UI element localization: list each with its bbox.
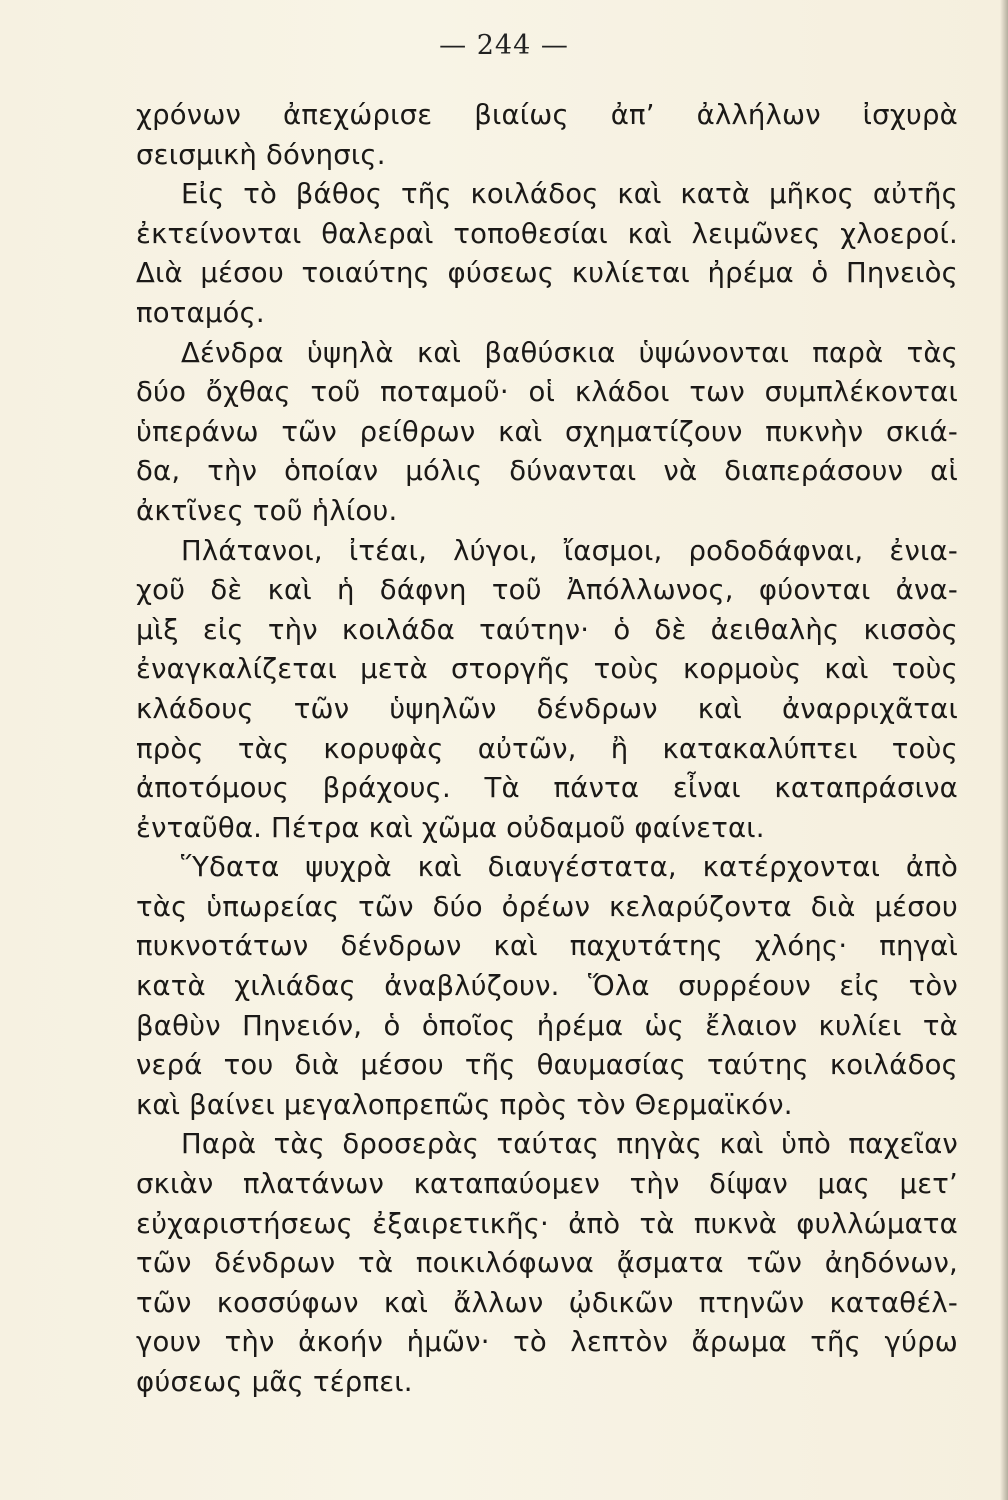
text-line: εὐχαριστήσεως ἐξαιρετικῆς· ἀπὸ τὰ πυκνὰ φυλλώματα [136,1207,958,1240]
text-line: τῶν δένδρων τὰ ποικιλόφωνα ᾄσματα τῶν ἀηδόνων, [136,1247,958,1280]
text-line: πυκνοτάτων δένδρων καὶ παχυτάτης χλόης· πηγαὶ [136,930,958,963]
text-line: δύο ὄχθας τοῦ ποταμοῦ· οἱ κλάδοι των συμπλέκονται [136,376,958,409]
text-line: γουν τὴν ἀκοήν ἡμῶν· τὸ λεπτὸν ἄρωμα τῆς γύρω [136,1326,958,1359]
page-number: — 244 — [439,30,569,61]
text-line: Πλάτανοι, ἰτέαι, λύγοι, ἴασμοι, ροδοδάφναι, ἐνια- [181,534,958,567]
text-line: ἀκτῖνες τοῦ ἡλίου. [136,494,398,527]
text-line: ἐκτείνονται θαλεραὶ τοποθεσίαι καὶ λειμῶνες χλοεροί. [136,217,958,250]
text-line: Παρὰ τὰς δροσερὰς ταύτας πηγὰς καὶ ὑπὸ παχεῖαν [181,1128,958,1161]
text-line: νερά του διὰ μέσου τῆς θαυμασίας ταύτης κοιλάδος [136,1049,958,1082]
body-text [136,96,958,1403]
text-line: βαθὺν Πηνειόν, ὁ ὁποῖος ἠρέμα ὡς ἔλαιον κυλίει τὰ [136,1009,958,1042]
text-line: κατὰ χιλιάδας ἀναβλύζουν. Ὅλα συρρέουν εἰς τὸν [136,970,958,1003]
text-line: μὶξ εἰς τὴν κοιλάδα ταύτην· ὁ δὲ ἀειθαλὴς κισσὸς [136,613,958,646]
text-line: πρὸς τὰς κορυφὰς αὐτῶν, ἢ κατακαλύπτει τοὺς [136,732,958,765]
text-line: ποταμός. [136,296,265,329]
text-line: σκιὰν πλατάνων καταπαύομεν τὴν δίψαν μας μετ’ [136,1168,958,1201]
text-line: τὰς ὑπωρείας τῶν δύο ὀρέων κελαρύζοντα διὰ μέσου [136,890,958,923]
text-line: δα, τὴν ὁποίαν μόλις δύνανται νὰ διαπεράσουν αἱ [136,455,958,488]
text-line: χρόνων ἀπεχώρισε βιαίως ἀπ’ ἀλλήλων ἰσχυρὰ [136,99,958,131]
text-line: σεισμικὴ δόνησις. [136,138,386,171]
text-line: Δένδρα ὑψηλὰ καὶ βαθύσκια ὑψώνονται παρὰ τὰς [181,336,958,369]
text-line: χοῦ δὲ καὶ ἡ δάφνη τοῦ Ἀπόλλωνος, φύονται ἀνα- [136,574,958,607]
text-line: κλάδους τῶν ὑψηλῶν δένδρων καὶ ἀναρριχᾶται [136,692,958,725]
text-line: ἐναγκαλίζεται μετὰ στοργῆς τοὺς κορμοὺς καὶ τοὺς [136,653,958,686]
text-line: Ὕδατα ψυχρὰ καὶ διαυγέστατα, κατέρχονται ἀπὸ [181,851,958,884]
text-line: Εἰς τὸ βάθος τῆς κοιλάδος καὶ κατὰ μῆκος αὐτῆς [181,178,958,211]
page-edge-shadow [1000,0,1008,1500]
text-line: καὶ βαίνει μεγαλοπρεπῶς πρὸς τὸν Θερμαϊκόν. [136,1088,793,1121]
text-line: φύσεως μᾶς τέρπει. [136,1366,413,1398]
text-line: Διὰ μέσου τοιαύτης φύσεως κυλίεται ἠρέμα ὁ Πηνειὸς [136,257,958,290]
text-line: ἀποτόμους βράχους. Τὰ πάντα εἶναι καταπράσινα [136,772,958,805]
text-line: ἐνταῦθα. Πέτρα καὶ χῶμα οὐδαμοῦ φαίνεται. [136,811,765,844]
text-line: τῶν κοσσύφων καὶ ἄλλων ᾠδικῶν πτηνῶν καταθέλ- [136,1286,958,1319]
text-line: ὑπεράνω τῶν ρείθρων καὶ σχηματίζουν πυκνὴν σκιά- [136,415,958,448]
